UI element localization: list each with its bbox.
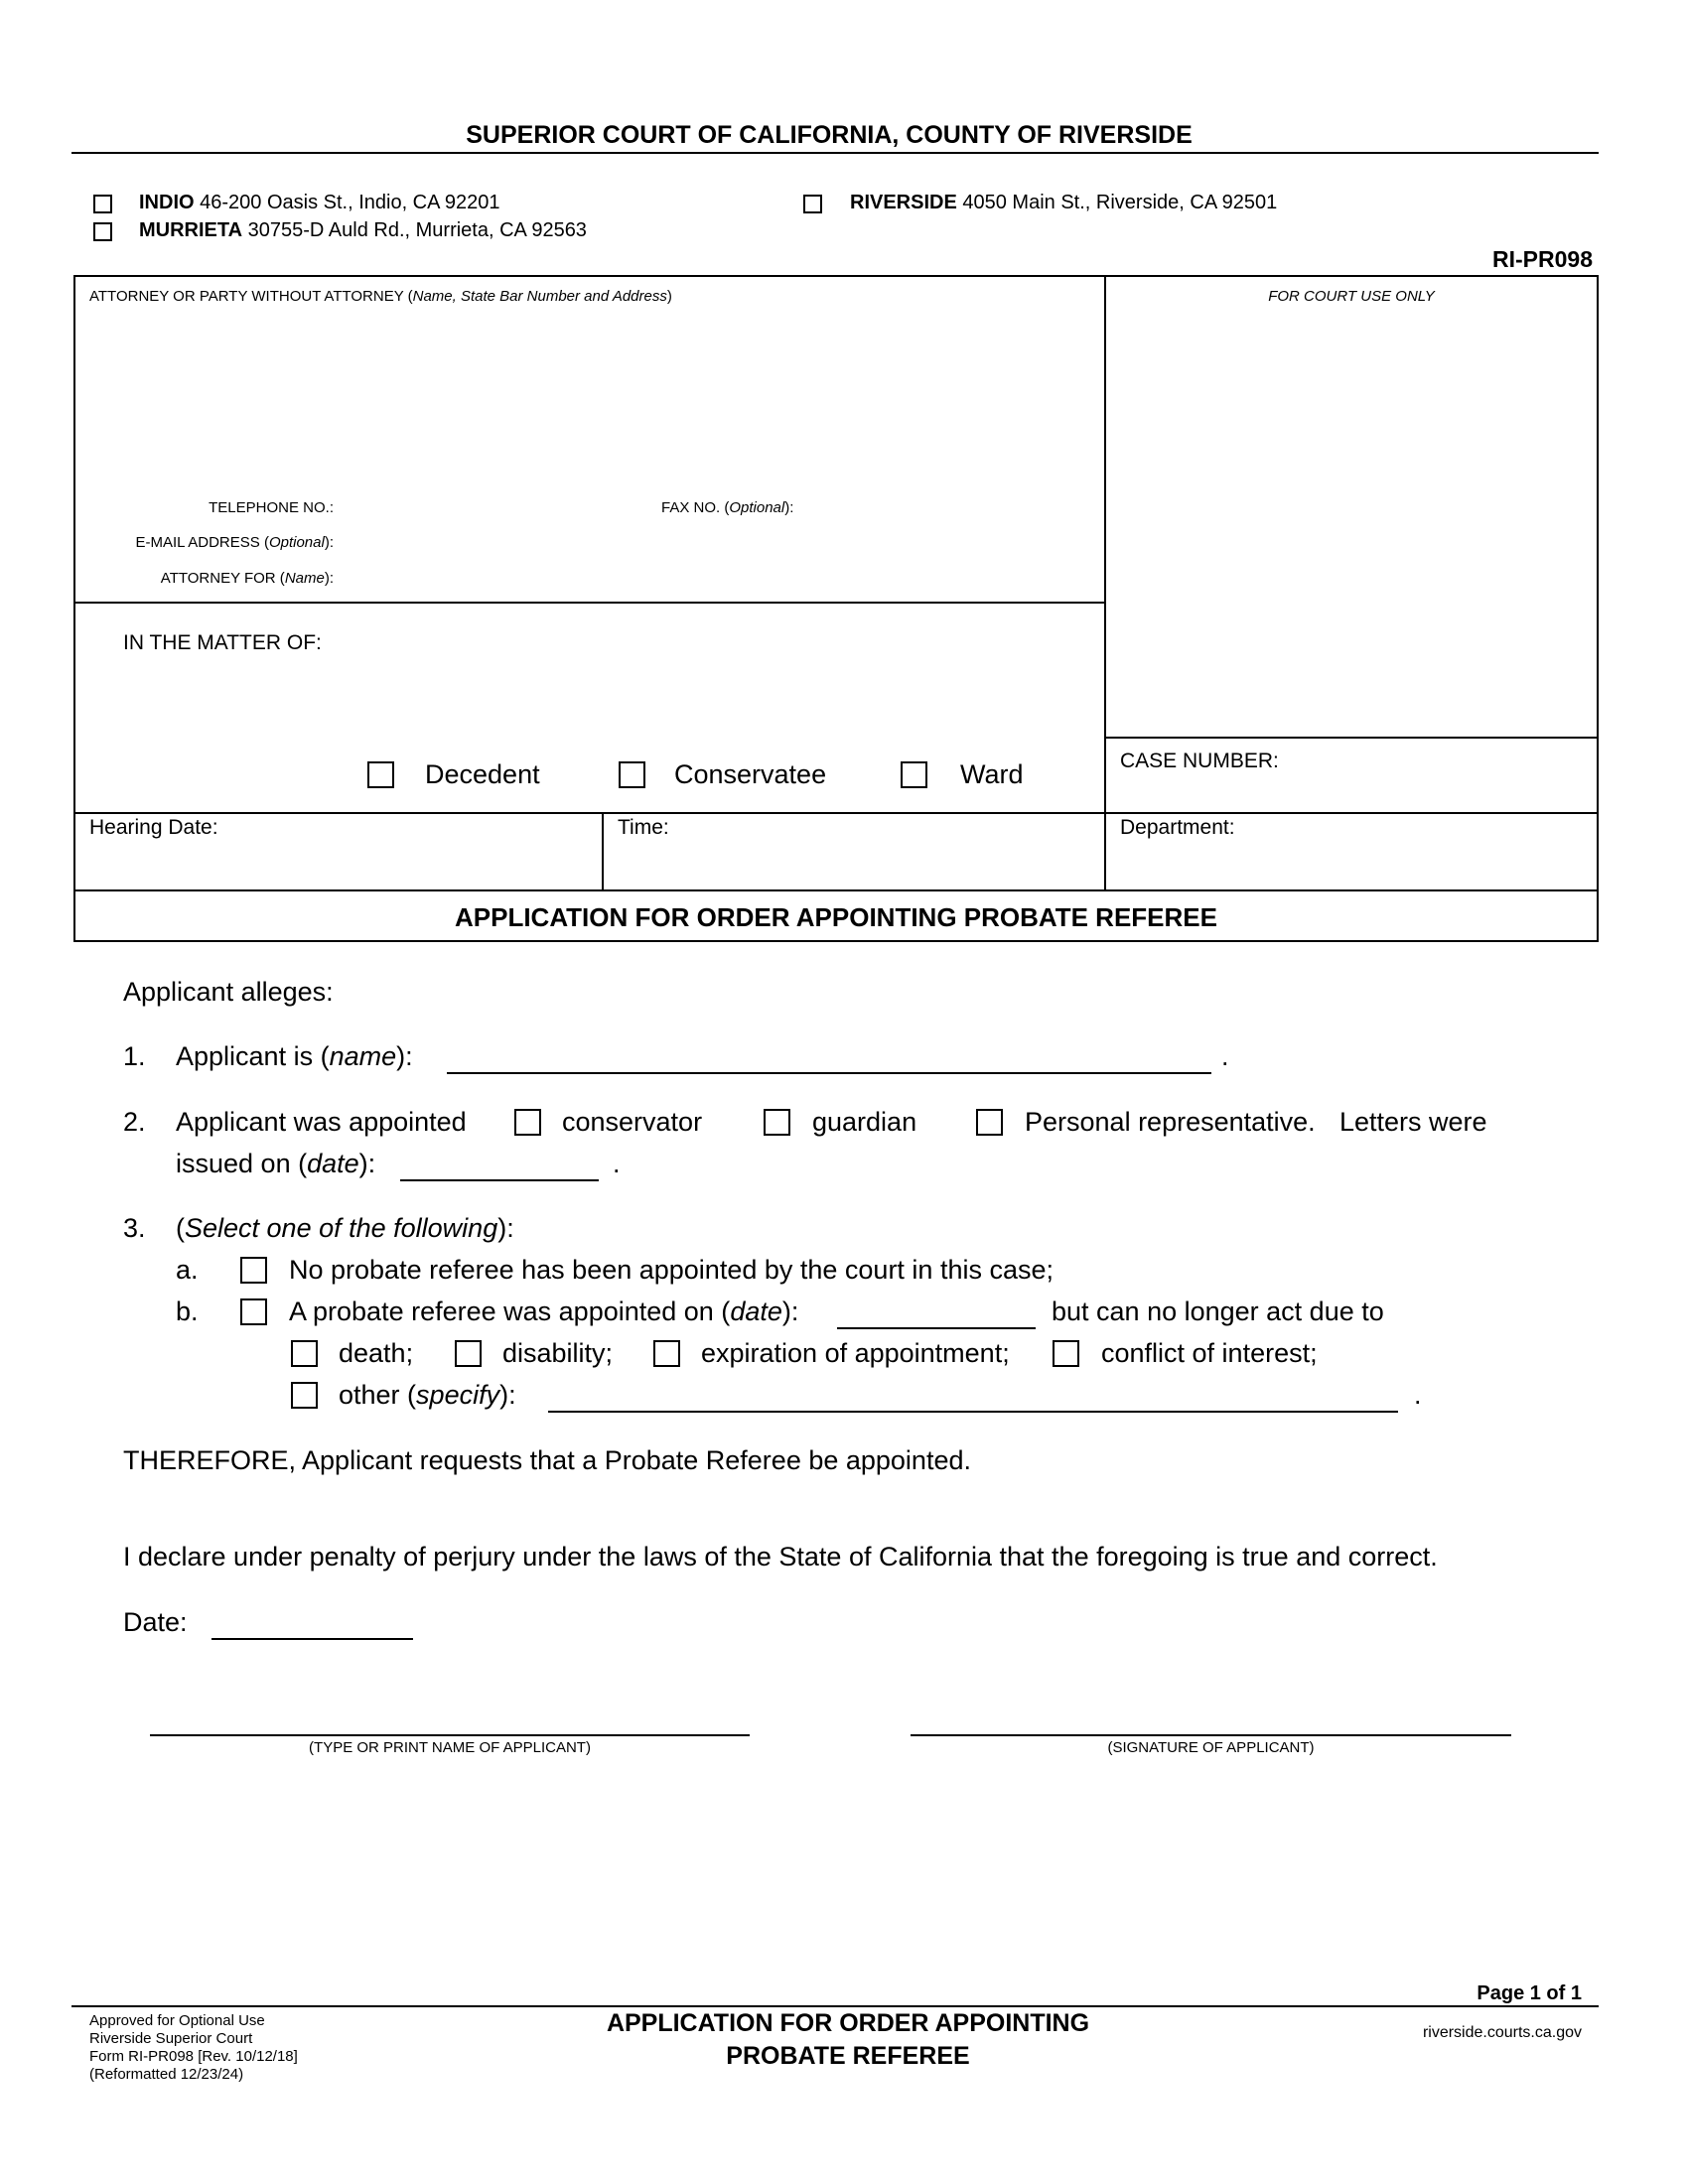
attorney-name-address-field[interactable] — [89, 313, 1092, 486]
other-label: other (specify): — [339, 1380, 516, 1410]
time-label: Time: — [618, 816, 669, 839]
applicant-alleges: Applicant alleges: — [123, 977, 334, 1007]
murrieta-name: MURRIETA — [139, 219, 243, 241]
death-checkbox[interactable] — [291, 1340, 318, 1367]
court-title: SUPERIOR COURT OF CALIFORNIA, COUNTY OF RIVERSIDE — [466, 121, 1193, 149]
court-use-rule — [1104, 737, 1599, 739]
disability-checkbox[interactable] — [455, 1340, 482, 1367]
item1-period: . — [1221, 1041, 1229, 1071]
indio-location — [139, 192, 500, 214]
hearing-date-label: Hearing Date: — [89, 816, 218, 839]
murrieta-address: 30755-D Auld Rd., Murrieta, CA 92563 — [247, 219, 587, 241]
hearing-row-top-rule — [73, 812, 1599, 814]
telephone-field[interactable] — [340, 496, 637, 518]
indio-address: 46-200 Oasis St., Indio, CA 92201 — [200, 192, 500, 213]
ward-checkbox[interactable] — [901, 761, 927, 788]
applicant-signature-caption: (SIGNATURE OF APPLICANT) — [1107, 1739, 1315, 1756]
declaration-statement: I declare under penalty of perjury under the laws of the State of California that the foregoing is true and correct. — [123, 1542, 1438, 1571]
item2-number: 2. — [123, 1107, 146, 1137]
no-referee-text: No probate referee has been appointed by the court in this case; — [289, 1255, 1055, 1285]
item3-number: 3. — [123, 1213, 146, 1243]
approved-line: Approved for Optional Use — [89, 2012, 265, 2029]
applicant-name-line[interactable] — [447, 1072, 1211, 1074]
other-checkbox[interactable] — [291, 1382, 318, 1409]
other-period: . — [1414, 1380, 1422, 1410]
applicant-name-signature-line[interactable] — [150, 1734, 750, 1736]
personal-representative-checkbox[interactable] — [976, 1109, 1003, 1136]
signature-date-line[interactable] — [211, 1638, 413, 1640]
decedent-label: Decedent — [425, 759, 540, 789]
item3-label: (Select one of the following): — [176, 1213, 514, 1243]
form-title-top-rule — [73, 889, 1599, 891]
other-specify-line[interactable] — [548, 1411, 1398, 1413]
riverside-location — [850, 192, 1277, 214]
page-indicator: Page 1 of 1 — [1477, 1982, 1582, 2004]
disability-label: disability; — [502, 1338, 614, 1368]
telephone-label: TELEPHONE NO.: — [209, 499, 334, 516]
no-longer-act-text: but can no longer act due to — [1052, 1297, 1384, 1326]
footer-title-line1: APPLICATION FOR ORDER APPOINTING — [606, 2009, 1090, 2037]
caption-vertical-divider — [1104, 275, 1106, 890]
footer-title-line2: PROBATE REFEREE — [726, 2042, 970, 2070]
item2-period: . — [613, 1149, 621, 1178]
fax-label: FAX NO. (Optional): — [661, 499, 794, 516]
court-website[interactable]: riverside.courts.ca.gov — [1422, 2024, 1582, 2041]
date-label: Date: — [123, 1607, 188, 1637]
approved-block — [89, 2012, 298, 2084]
conservatee-checkbox[interactable] — [619, 761, 645, 788]
item2-label: Applicant was appointed — [176, 1107, 467, 1137]
riverside-checkbox[interactable] — [803, 195, 822, 213]
conservatee-label: Conservatee — [674, 759, 827, 789]
case-number-label: CASE NUMBER: — [1120, 750, 1279, 772]
attorney-block-rule — [73, 602, 1106, 604]
attorney-for-label: ATTORNEY FOR (Name): — [160, 570, 334, 587]
approved-line: Riverside Superior Court — [89, 2030, 253, 2047]
applicant-name-caption: (TYPE OR PRINT NAME OF APPLICANT) — [309, 1739, 591, 1756]
approved-line: Form RI-PR098 [Rev. 10/12/18] — [89, 2048, 298, 2065]
expiration-label: expiration of appointment; — [701, 1338, 1010, 1368]
item3b-label: b. — [176, 1297, 199, 1326]
form-number: RI-PR098 — [1492, 246, 1593, 272]
approved-line: (Reformatted 12/23/24) — [89, 2066, 244, 2083]
guardian-checkbox[interactable] — [764, 1109, 790, 1136]
conflict-of-interest-checkbox[interactable] — [1053, 1340, 1079, 1367]
riverside-address: 4050 Main St., Riverside, CA 92501 — [962, 192, 1278, 213]
hearing-time-divider — [602, 812, 604, 890]
item1-number: 1. — [123, 1041, 146, 1071]
guardian-label: guardian — [812, 1107, 917, 1137]
indio-name: INDIO — [139, 192, 195, 213]
decedent-checkbox[interactable] — [367, 761, 394, 788]
footer-title — [496, 2007, 1199, 2073]
personal-representative-label: Personal representative. — [1025, 1107, 1316, 1137]
referee-appointed-text: A probate referee was appointed on (date): — [289, 1297, 799, 1326]
expiration-checkbox[interactable] — [653, 1340, 680, 1367]
ward-label: Ward — [960, 759, 1024, 789]
therefore-statement: THEREFORE, Applicant requests that a Probate Referee be appointed. — [123, 1445, 971, 1475]
conservator-checkbox[interactable] — [514, 1109, 541, 1136]
attorney-label: ATTORNEY OR PARTY WITHOUT ATTORNEY (Name, State Bar Number and Address) — [89, 288, 672, 305]
matter-of-label: IN THE MATTER OF: — [123, 631, 322, 654]
no-referee-checkbox[interactable] — [240, 1257, 267, 1284]
issued-date-line[interactable] — [400, 1179, 599, 1181]
riverside-name: RIVERSIDE — [850, 192, 957, 213]
header-rule — [71, 152, 1599, 154]
email-label: E-MAIL ADDRESS (Optional): — [135, 534, 334, 551]
letters-were-text: Letters were — [1339, 1107, 1487, 1137]
referee-appointed-checkbox[interactable] — [240, 1298, 267, 1325]
form-title: APPLICATION FOR ORDER APPOINTING PROBATE REFEREE — [454, 902, 1217, 932]
item1-label: Applicant is (name): — [176, 1041, 413, 1071]
indio-checkbox[interactable] — [93, 195, 112, 213]
referee-appointed-date-line[interactable] — [837, 1327, 1036, 1329]
item3a-label: a. — [176, 1255, 199, 1285]
issued-on-label: issued on (date): — [176, 1149, 376, 1178]
death-label: death; — [339, 1338, 414, 1368]
court-use-label: FOR COURT USE ONLY — [1268, 288, 1435, 305]
murrieta-checkbox[interactable] — [93, 222, 112, 241]
applicant-signature-line[interactable] — [911, 1734, 1511, 1736]
conservator-label: conservator — [562, 1107, 703, 1137]
murrieta-location — [139, 219, 587, 242]
conflict-of-interest-label: conflict of interest; — [1101, 1338, 1318, 1368]
department-label: Department: — [1120, 816, 1235, 839]
